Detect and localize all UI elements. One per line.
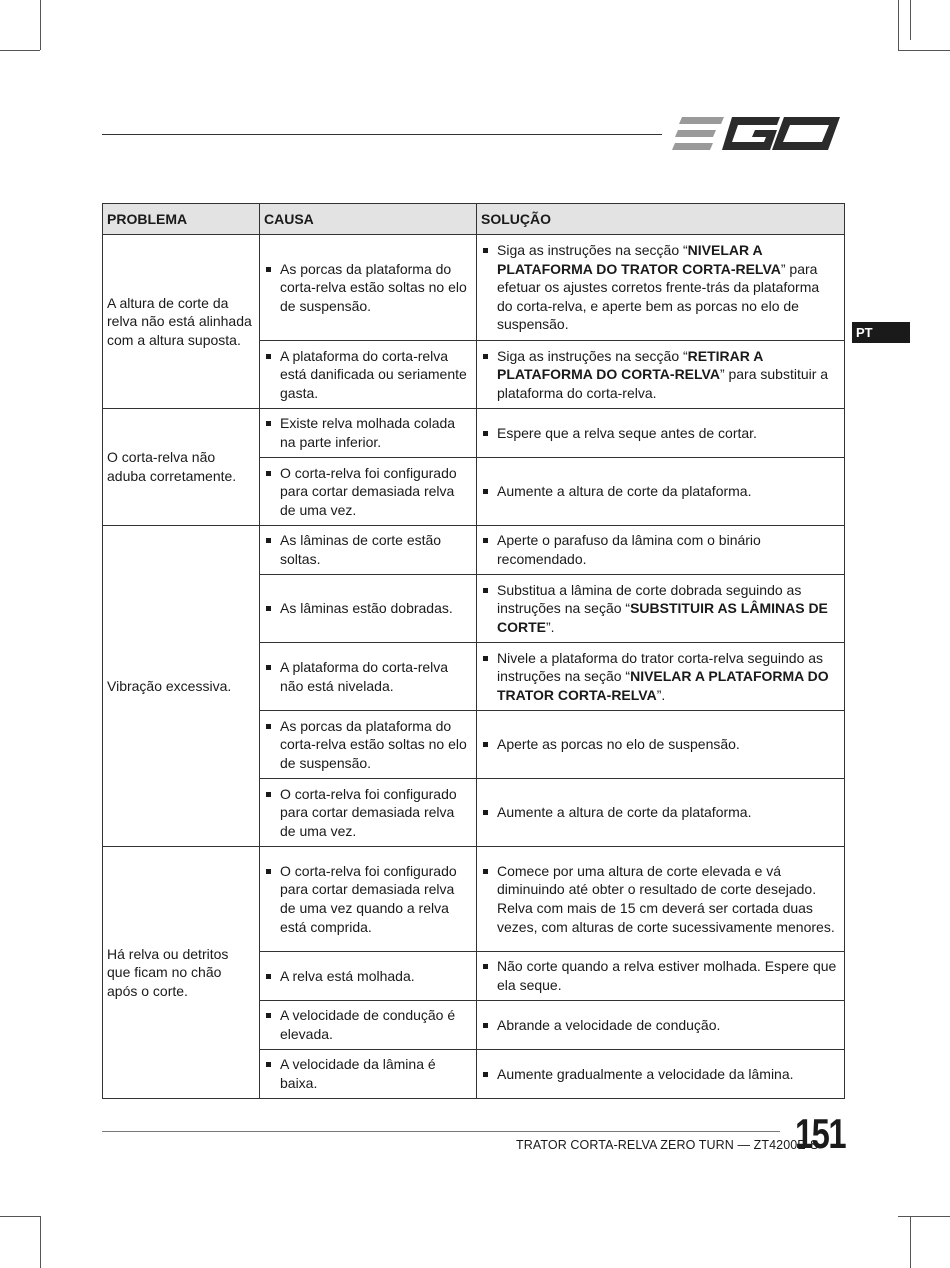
solution-cell xyxy=(477,1050,845,1099)
cause-text: A plataforma do corta-relva está danificada ou seriamente gasta. xyxy=(264,347,470,403)
logo-text: EGO xyxy=(672,110,675,111)
solution-cell xyxy=(477,458,845,526)
crop-mark xyxy=(910,1216,911,1268)
cause-cell xyxy=(260,526,477,575)
solution-segment: ” para substituir a plataforma do corta-relva. xyxy=(497,366,829,401)
solution-text xyxy=(481,241,838,334)
cause-text: Existe relva molhada colada na parte inferior. xyxy=(264,414,470,451)
cause-cell xyxy=(260,409,477,458)
crop-mark xyxy=(40,1216,41,1268)
crop-mark xyxy=(910,0,911,40)
header-rule xyxy=(102,134,662,135)
problem-text: Há relva ou detritos que ficam no chão após o corte. xyxy=(107,945,229,999)
solution-reference: SUBSTITUIR AS LÂMINAS DE CORTE xyxy=(497,600,828,635)
footer-rule xyxy=(102,1131,780,1132)
cause-cell xyxy=(260,847,477,952)
solution-cell xyxy=(477,643,845,711)
cause-cell xyxy=(260,952,477,1001)
cause-cell xyxy=(260,341,477,409)
solution-segment: Siga as instruções na secção “ xyxy=(497,242,688,259)
cause-cell xyxy=(260,711,477,779)
problem-text: O corta-relva não aduba corretamente. xyxy=(107,449,237,484)
solution-segment: Aperte o parafuso da lâmina com o binário recomendado. xyxy=(497,532,761,567)
header-solution: SOLUÇÃO xyxy=(477,204,845,235)
solution-segment: Espere que a relva seque antes de cortar. xyxy=(497,424,757,441)
header-cause: CAUSA xyxy=(260,204,477,235)
troubleshooting-table xyxy=(102,203,845,1099)
solution-cell xyxy=(477,235,845,341)
solution-segment: Nivele a plataforma do trator corta-relva seguindo as instruções na seção “ xyxy=(497,649,824,685)
solution-text xyxy=(481,347,838,403)
solution-text xyxy=(481,581,838,637)
solution-cell xyxy=(477,341,845,409)
solution-cell xyxy=(477,526,845,575)
table-row xyxy=(103,235,845,341)
crop-mark xyxy=(898,50,950,51)
solution-segment: Aumente a altura de corte da plataforma. xyxy=(497,804,752,821)
cause-text: O corta-relva foi configurado para cortar demasiada relva de uma vez. xyxy=(264,464,470,520)
language-tab: PT xyxy=(852,322,910,343)
solution-segment: Abrande a velocidade de condução. xyxy=(497,1016,721,1033)
solution-cell xyxy=(477,952,845,1001)
cause-cell xyxy=(260,643,477,711)
solution-text xyxy=(481,957,838,994)
solution-cell xyxy=(477,575,845,643)
footer-title: TRATOR CORTA-RELVA ZERO TURN — ZT4200E-S xyxy=(516,1138,819,1152)
solution-segment: ” para efetuar os ajustes corretos frente-trás da plataforma do corta-relva, e aperte bem as porcas no elo de suspensão. xyxy=(497,260,820,333)
cause-text: As lâminas de corte estão soltas. xyxy=(264,531,470,568)
crop-mark xyxy=(0,50,40,51)
cause-cell xyxy=(260,779,477,847)
problem-cell xyxy=(103,847,260,1099)
cause-text: As porcas da plataforma do corta-relva estão soltas no elo de suspensão. xyxy=(264,717,470,773)
crop-mark xyxy=(898,0,899,50)
solution-cell xyxy=(477,409,845,458)
solution-cell xyxy=(477,779,845,847)
page-number: 151 xyxy=(795,1110,845,1157)
cause-cell xyxy=(260,575,477,643)
solution-text xyxy=(481,531,838,568)
solution-text xyxy=(481,482,838,501)
cause-cell xyxy=(260,1001,477,1050)
table-row xyxy=(103,409,845,458)
solution-text xyxy=(481,424,838,443)
problem-cell xyxy=(103,526,260,847)
cause-cell xyxy=(260,1050,477,1099)
solution-segment: ”. xyxy=(656,686,666,703)
cause-text: A velocidade de condução é elevada. xyxy=(264,1006,470,1043)
solution-text xyxy=(481,862,838,936)
solution-cell xyxy=(477,711,845,779)
cause-text: As lâminas estão dobradas. xyxy=(264,599,470,618)
solution-text xyxy=(481,1016,838,1035)
solution-reference: NIVELAR A PLATAFORMA DO TRATOR CORTA-RELVA xyxy=(497,668,829,703)
solution-segment: Substitua a lâmina de corte dobrada seguindo as instruções na seção “ xyxy=(497,581,802,617)
solution-cell xyxy=(477,847,845,952)
cause-text: As porcas da plataforma do corta-relva estão soltas no elo de suspensão. xyxy=(264,260,470,316)
solution-text xyxy=(481,1065,838,1084)
ego-logo xyxy=(672,110,844,158)
solution-segment: Siga as instruções na secção “ xyxy=(497,347,688,364)
crop-mark xyxy=(0,1216,40,1217)
table-header-row xyxy=(103,204,845,235)
cause-cell xyxy=(260,235,477,341)
solution-segment: Aumente gradualmente a velocidade da lâmina. xyxy=(497,1065,794,1082)
solution-reference: NIVELAR A PLATAFORMA DO TRATOR CORTA-RELVA xyxy=(497,242,781,277)
problem-cell xyxy=(103,235,260,409)
problem-text: A altura de corte da relva não está alinhada com a altura suposta. xyxy=(107,294,252,348)
solution-text xyxy=(481,803,838,822)
solution-text xyxy=(481,735,838,754)
header-problem: PROBLEMA xyxy=(103,204,260,235)
table-body xyxy=(103,235,845,1099)
solution-segment: Comece por uma altura de corte elevada e vá diminuindo até obter o resultado de corte desejado. Relva com mais de 15 cm deverá ser cortada duas vezes, com alturas de corte sucessivamente menores. xyxy=(497,862,835,935)
solution-segment: Aperte as porcas no elo de suspensão. xyxy=(497,736,740,753)
solution-segment: ”. xyxy=(546,618,555,635)
solution-reference: RETIRAR A PLATAFORMA DO CORTA-RELVA xyxy=(497,347,763,383)
problem-text: Vibração excessiva. xyxy=(107,677,232,694)
solution-cell xyxy=(477,1001,845,1050)
crop-mark xyxy=(898,1216,950,1217)
table-row xyxy=(103,526,845,575)
cause-text: A relva está molhada. xyxy=(264,967,470,986)
cause-cell xyxy=(260,458,477,526)
cause-text: A plataforma do corta-relva não está nivelada. xyxy=(264,658,470,695)
crop-mark xyxy=(40,0,41,50)
cause-text: O corta-relva foi configurado para cortar demasiada relva de uma vez quando a relva está comprida. xyxy=(264,862,470,936)
table-row xyxy=(103,847,845,952)
solution-segment: Não corte quando a relva estiver molhada. Espere que ela seque. xyxy=(497,958,837,993)
cause-text: O corta-relva foi configurado para cortar demasiada relva de uma vez. xyxy=(264,785,470,841)
problem-cell xyxy=(103,409,260,526)
solution-text xyxy=(481,649,838,705)
solution-segment: Aumente a altura de corte da plataforma. xyxy=(497,483,752,500)
cause-text: A velocidade da lâmina é baixa. xyxy=(264,1055,470,1092)
